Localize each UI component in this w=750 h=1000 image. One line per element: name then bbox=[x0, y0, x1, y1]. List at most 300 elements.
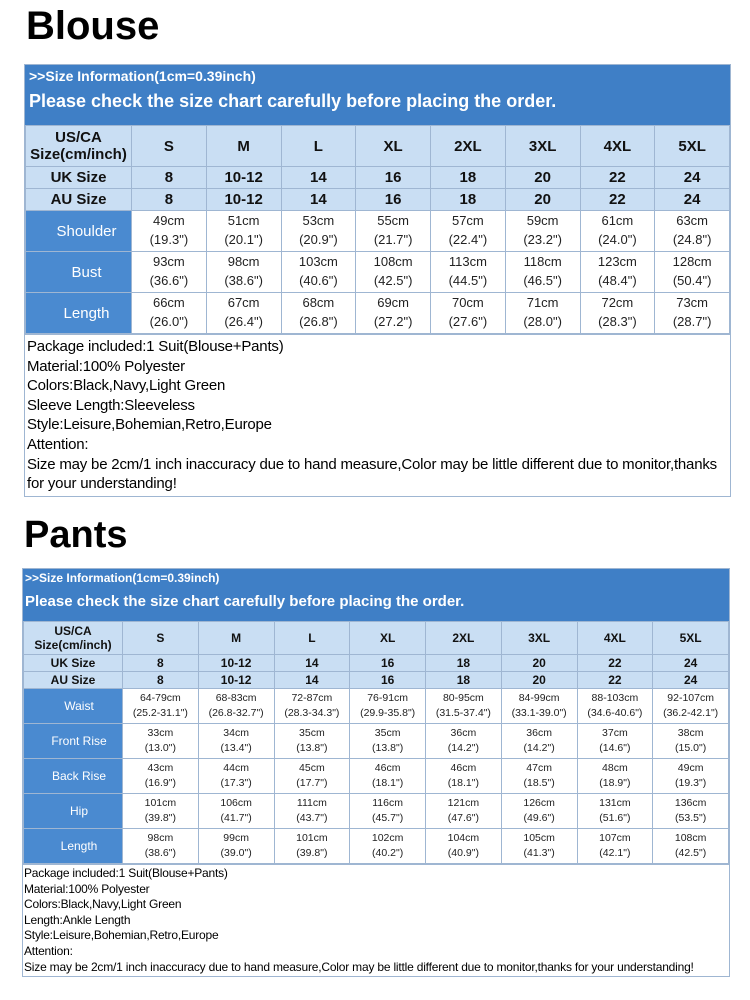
cm-value: 72-87cm bbox=[291, 691, 333, 704]
measurement-cell bbox=[505, 252, 580, 293]
cm-value: 49cm bbox=[152, 213, 185, 229]
uk-size-cell: 22 bbox=[577, 655, 653, 672]
size-header-cell: S bbox=[132, 126, 207, 167]
inch-value: (46.5") bbox=[523, 273, 562, 288]
measurement-row bbox=[26, 211, 730, 252]
note-line: Length:Ankle Length bbox=[24, 912, 131, 927]
cm-value: 131cm bbox=[599, 796, 631, 809]
measurement-cell bbox=[274, 689, 350, 724]
blouse-size-chart bbox=[24, 64, 731, 497]
au-size-cell: 14 bbox=[274, 672, 350, 689]
uk-size-cell: 14 bbox=[274, 655, 350, 672]
inch-value: (27.2") bbox=[373, 314, 413, 329]
blouse-table-body bbox=[26, 126, 730, 334]
inch-value: (38.6") bbox=[224, 273, 263, 288]
inch-value: (42.5") bbox=[675, 847, 707, 859]
pants-size-chart bbox=[22, 568, 730, 977]
au-size-cell: 10-12 bbox=[198, 672, 274, 689]
cm-value: 98cm bbox=[227, 254, 260, 270]
size-header-cell: S bbox=[123, 622, 199, 655]
uk-size-cell: 8 bbox=[123, 655, 199, 672]
au-size-row bbox=[24, 672, 729, 689]
inch-value: (29.9-35.8") bbox=[360, 707, 416, 719]
measurement-cell bbox=[356, 293, 431, 334]
cm-value: 126cm bbox=[523, 796, 555, 809]
note-line: Colors:Black,Navy,Light Green bbox=[27, 377, 226, 395]
inch-value: (15.0") bbox=[675, 742, 707, 754]
inch-value: (38.6") bbox=[144, 847, 176, 859]
measurement-cell bbox=[577, 724, 653, 759]
uk-size-cell: 8 bbox=[132, 167, 207, 189]
note-line: Attention: bbox=[27, 435, 89, 453]
cm-value: 45cm bbox=[299, 761, 325, 774]
cm-value: 36cm bbox=[450, 726, 477, 739]
note-line: Style:Leisure,Bohemian,Retro,Europe bbox=[27, 416, 272, 434]
cm-value: 70cm bbox=[451, 295, 484, 311]
cm-value: 107cm bbox=[599, 831, 631, 844]
measurement-label bbox=[24, 829, 123, 864]
measurement-cell bbox=[206, 252, 281, 293]
cm-value: 121cm bbox=[447, 796, 480, 809]
inch-value: (40.9") bbox=[447, 847, 479, 859]
inch-value: (26.0") bbox=[149, 314, 189, 329]
cm-value: 101cm bbox=[144, 796, 177, 809]
pants-table-body bbox=[24, 622, 729, 864]
size-header-cell: M bbox=[206, 126, 281, 167]
measurement-label-text: Length bbox=[60, 839, 98, 853]
size-header-cell: L bbox=[281, 126, 356, 167]
inch-value: (41.3") bbox=[523, 847, 555, 859]
cm-value: 43cm bbox=[147, 761, 174, 774]
uk-size-cell: 14 bbox=[281, 167, 356, 189]
cm-value: 72cm bbox=[601, 295, 634, 311]
cm-value: 108cm bbox=[674, 831, 707, 844]
cm-value: 118cm bbox=[523, 254, 562, 270]
cm-value: 46cm bbox=[374, 761, 401, 774]
size-header-cell: 5XL bbox=[653, 622, 729, 655]
measurement-cell bbox=[577, 759, 653, 794]
uk-size-cell: 10-12 bbox=[198, 655, 274, 672]
inch-value: (28.3-34.3") bbox=[284, 707, 340, 719]
inch-value: (26.8") bbox=[299, 314, 338, 329]
inch-value: (14.2") bbox=[447, 742, 479, 754]
uk-size-cell: 24 bbox=[655, 167, 730, 189]
au-size-cell: 18 bbox=[426, 672, 502, 689]
cm-value: 48cm bbox=[602, 761, 628, 774]
measurement-label-text: Back Rise bbox=[51, 769, 107, 783]
inch-value: (36.2-42.1") bbox=[663, 707, 719, 719]
measurement-cell bbox=[123, 724, 199, 759]
pants-notes bbox=[23, 864, 729, 976]
uk-size-row bbox=[26, 167, 730, 189]
measurement-row bbox=[24, 759, 729, 794]
cm-value: 73cm bbox=[676, 295, 709, 311]
measurement-cell bbox=[501, 794, 577, 829]
inch-value: (14.6") bbox=[599, 742, 631, 754]
measurement-cell bbox=[426, 794, 502, 829]
au-size-cell: 16 bbox=[356, 189, 431, 211]
note-line: Package included:1 Suit(Blouse+Pants) bbox=[27, 338, 284, 355]
au-size-cell: 20 bbox=[505, 189, 580, 211]
cm-value: 68cm bbox=[302, 295, 335, 311]
measurement-label-text: Length bbox=[63, 304, 110, 322]
au-size-label: AU Size bbox=[26, 189, 132, 211]
inch-value: (45.7") bbox=[372, 812, 404, 824]
measurement-cell bbox=[132, 211, 207, 252]
inch-value: (26.4") bbox=[224, 314, 263, 329]
measurement-cell bbox=[655, 293, 730, 334]
measurement-cell bbox=[132, 252, 207, 293]
measurement-label bbox=[26, 211, 132, 252]
cm-value: 47cm bbox=[526, 761, 552, 774]
size-info-heading: >>Size Information(1cm=0.39inch) bbox=[23, 569, 729, 587]
cm-value: 53cm bbox=[302, 213, 335, 229]
measurement-cell bbox=[206, 293, 281, 334]
inch-value: (17.7") bbox=[296, 777, 328, 789]
measurement-cell bbox=[577, 829, 653, 864]
measurement-cell bbox=[198, 724, 274, 759]
note-line: Size may be 2cm/1 inch inaccuracy due to hand measure,Color may be little different due to monitor,thanks for your understanding! bbox=[27, 455, 717, 493]
au-size-cell: 22 bbox=[577, 672, 653, 689]
au-size-cell: 10-12 bbox=[206, 189, 281, 211]
cm-value: 106cm bbox=[220, 796, 252, 809]
cm-value: 44cm bbox=[223, 761, 249, 774]
inch-value: (28.0") bbox=[523, 314, 562, 329]
cm-value: 69cm bbox=[377, 295, 410, 311]
measurement-cell bbox=[274, 724, 350, 759]
au-size-label: AU Size bbox=[24, 672, 123, 689]
note-line: Material:100% Polyester bbox=[27, 357, 185, 375]
inch-value: (26.8-32.7") bbox=[208, 707, 264, 719]
measurement-cell bbox=[206, 211, 281, 252]
uk-size-cell: 16 bbox=[350, 655, 426, 672]
measurement-cell bbox=[350, 724, 426, 759]
note-line: Colors:Black,Navy,Light Green bbox=[24, 897, 182, 912]
measurement-cell bbox=[350, 759, 426, 794]
measurement-label-text: Bust bbox=[71, 263, 102, 281]
inch-value: (44.5") bbox=[448, 273, 488, 288]
measurement-cell bbox=[653, 759, 729, 794]
measurement-cell bbox=[580, 293, 655, 334]
cm-value: 46cm bbox=[450, 761, 477, 774]
cm-value: 84-99cm bbox=[518, 691, 560, 704]
inch-value: (24.0") bbox=[598, 232, 637, 247]
measurement-cell bbox=[274, 759, 350, 794]
cm-value: 49cm bbox=[677, 761, 704, 774]
measurement-cell bbox=[655, 252, 730, 293]
au-size-cell: 22 bbox=[580, 189, 655, 211]
inch-value: (28.7") bbox=[672, 314, 712, 329]
uk-size-label: UK Size bbox=[26, 167, 132, 189]
header-row bbox=[24, 622, 729, 655]
inch-value: (41.7") bbox=[220, 812, 252, 824]
inch-value: (28.3") bbox=[598, 314, 637, 329]
measurement-cell bbox=[505, 293, 580, 334]
header-row bbox=[26, 126, 730, 167]
note-line: Style:Leisure,Bohemian,Retro,Europe bbox=[24, 928, 219, 943]
measurement-cell bbox=[653, 829, 729, 864]
measurement-cell bbox=[198, 829, 274, 864]
measurement-cell bbox=[123, 689, 199, 724]
measurement-cell bbox=[431, 252, 506, 293]
cm-value: 80-95cm bbox=[442, 691, 484, 704]
cm-value: 33cm bbox=[147, 726, 174, 739]
uk-size-label: UK Size bbox=[24, 655, 123, 672]
measurement-cell bbox=[426, 724, 502, 759]
inch-value: (23.2") bbox=[523, 232, 562, 247]
cm-value: 57cm bbox=[451, 213, 484, 229]
measurement-cell bbox=[274, 829, 350, 864]
uk-size-cell: 18 bbox=[431, 167, 506, 189]
cm-value: 59cm bbox=[526, 213, 559, 229]
measurement-cell bbox=[426, 759, 502, 794]
measurement-row bbox=[24, 724, 729, 759]
cm-value: 128cm bbox=[672, 254, 712, 270]
cm-value: 116cm bbox=[372, 796, 403, 809]
inch-value: (27.6") bbox=[448, 314, 488, 329]
au-size-cell: 14 bbox=[281, 189, 356, 211]
measurement-cell bbox=[580, 252, 655, 293]
uk-size-cell: 22 bbox=[580, 167, 655, 189]
inch-value: (20.1") bbox=[224, 232, 263, 247]
size-header-cell: 3XL bbox=[501, 622, 577, 655]
inch-value: (34.6-40.6") bbox=[587, 707, 643, 719]
measurement-label bbox=[24, 759, 123, 794]
measurement-cell bbox=[350, 829, 426, 864]
measurement-cell bbox=[501, 724, 577, 759]
size-info-heading: >>Size Information(1cm=0.39inch) bbox=[25, 65, 730, 87]
inch-value: (17.3") bbox=[220, 777, 252, 789]
size-header-cell: XL bbox=[356, 126, 431, 167]
inch-value: (18.5") bbox=[523, 777, 555, 789]
uk-size-cell: 10-12 bbox=[206, 167, 281, 189]
inch-value: (19.3") bbox=[675, 777, 707, 789]
cm-value: 93cm bbox=[152, 254, 185, 270]
cm-value: 63cm bbox=[676, 213, 709, 229]
inch-value: (19.3") bbox=[149, 232, 189, 247]
measurement-cell bbox=[123, 759, 199, 794]
size-header-cell: M bbox=[198, 622, 274, 655]
cm-value: 111cm bbox=[296, 796, 327, 809]
measurement-cell bbox=[198, 759, 274, 794]
au-size-cell: 24 bbox=[655, 189, 730, 211]
au-size-cell: 20 bbox=[501, 672, 577, 689]
inch-value: (33.1-39.0") bbox=[511, 707, 567, 719]
size-label-header: US/CA Size(cm/inch) bbox=[24, 622, 123, 655]
au-size-cell: 8 bbox=[132, 189, 207, 211]
au-size-row bbox=[26, 189, 730, 211]
inch-value: (48.4") bbox=[598, 273, 637, 288]
pants-title: Pants bbox=[24, 514, 128, 556]
cm-value: 35cm bbox=[374, 726, 401, 739]
au-size-cell: 24 bbox=[653, 672, 729, 689]
cm-value: 35cm bbox=[299, 726, 325, 739]
uk-size-cell: 20 bbox=[505, 167, 580, 189]
cm-value: 67cm bbox=[227, 295, 260, 311]
cm-value: 38cm bbox=[677, 726, 704, 739]
cm-value: 68-83cm bbox=[215, 691, 257, 704]
measurement-cell bbox=[653, 794, 729, 829]
note-line: Package included:1 Suit(Blouse+Pants) bbox=[24, 866, 228, 880]
measurement-cell bbox=[123, 794, 199, 829]
uk-size-cell: 24 bbox=[653, 655, 729, 672]
size-label-header: US/CA Size(cm/inch) bbox=[26, 126, 132, 167]
uk-size-cell: 20 bbox=[501, 655, 577, 672]
measurement-cell bbox=[577, 689, 653, 724]
cm-value: 34cm bbox=[223, 726, 249, 739]
measurement-cell bbox=[653, 724, 729, 759]
measurement-cell bbox=[350, 689, 426, 724]
cm-value: 123cm bbox=[597, 254, 637, 270]
inch-value: (25.2-31.1") bbox=[132, 707, 188, 719]
au-size-cell: 16 bbox=[350, 672, 426, 689]
inch-value: (49.6") bbox=[523, 812, 555, 824]
cm-value: 51cm bbox=[227, 213, 260, 229]
inch-value: (40.2") bbox=[372, 847, 404, 859]
inch-value: (18.9") bbox=[599, 777, 631, 789]
measurement-cell bbox=[501, 759, 577, 794]
blouse-title: Blouse bbox=[26, 4, 160, 48]
uk-size-row bbox=[24, 655, 729, 672]
measurement-cell bbox=[577, 794, 653, 829]
blouse-notes bbox=[25, 334, 730, 496]
measurement-row bbox=[24, 829, 729, 864]
inch-value: (13.8") bbox=[372, 742, 404, 754]
measurement-label bbox=[26, 252, 132, 293]
measurement-cell bbox=[431, 211, 506, 252]
inch-value: (42.5") bbox=[373, 273, 413, 288]
measurement-row bbox=[24, 689, 729, 724]
inch-value: (13.0") bbox=[144, 742, 176, 754]
size-header-cell: L bbox=[274, 622, 350, 655]
cm-value: 101cm bbox=[296, 831, 328, 844]
size-header-cell: 2XL bbox=[426, 622, 502, 655]
cm-value: 66cm bbox=[152, 295, 185, 311]
measurement-cell bbox=[132, 293, 207, 334]
inch-value: (53.5") bbox=[675, 812, 707, 824]
cm-value: 103cm bbox=[298, 254, 338, 270]
inch-value: (39.8") bbox=[296, 847, 328, 859]
measurement-cell bbox=[356, 211, 431, 252]
inch-value: (47.6") bbox=[447, 812, 479, 824]
inch-value: (13.8") bbox=[296, 742, 328, 754]
measurement-cell bbox=[501, 689, 577, 724]
inch-value: (40.6") bbox=[299, 273, 338, 288]
size-header-cell: 4XL bbox=[577, 622, 653, 655]
cm-value: 92-107cm bbox=[667, 691, 714, 704]
inch-value: (20.9") bbox=[299, 232, 338, 247]
measurement-cell bbox=[198, 689, 274, 724]
measurement-label bbox=[26, 293, 132, 334]
measurement-label-text: Hip bbox=[69, 804, 88, 818]
note-line: Attention: bbox=[24, 943, 73, 958]
inch-value: (22.4") bbox=[448, 232, 488, 247]
measurement-cell bbox=[274, 794, 350, 829]
measurement-label bbox=[24, 724, 123, 759]
measurement-label-text: Front Rise bbox=[51, 734, 107, 748]
inch-value: (42.1") bbox=[599, 847, 631, 859]
size-header-cell: XL bbox=[350, 622, 426, 655]
measurement-cell bbox=[431, 293, 506, 334]
inch-value: (43.7") bbox=[296, 812, 328, 824]
blouse-size-table bbox=[25, 125, 730, 334]
inch-value: (51.6") bbox=[599, 812, 631, 824]
au-size-cell: 8 bbox=[123, 672, 199, 689]
uk-size-cell: 16 bbox=[356, 167, 431, 189]
inch-value: (39.0") bbox=[220, 847, 252, 859]
measurement-cell bbox=[505, 211, 580, 252]
measurement-label bbox=[24, 794, 123, 829]
measurement-row bbox=[26, 293, 730, 334]
cm-value: 104cm bbox=[447, 831, 480, 844]
measurement-cell bbox=[653, 689, 729, 724]
cm-value: 71cm bbox=[526, 295, 559, 311]
measurement-label-text: Shoulder bbox=[56, 222, 117, 240]
cm-value: 61cm bbox=[601, 213, 634, 229]
cm-value: 105cm bbox=[523, 831, 555, 844]
inch-value: (50.4") bbox=[672, 273, 712, 288]
size-check-notice: Please check the size chart carefully before placing the order. bbox=[25, 87, 730, 125]
inch-value: (31.5-37.4") bbox=[435, 707, 491, 719]
note-line: Material:100% Polyester bbox=[24, 881, 150, 896]
cm-value: 136cm bbox=[674, 796, 707, 809]
pants-size-table bbox=[23, 621, 729, 864]
cm-value: 113cm bbox=[448, 254, 487, 270]
cm-value: 102cm bbox=[371, 831, 404, 844]
size-header-cell: 2XL bbox=[431, 126, 506, 167]
inch-value: (36.6") bbox=[149, 273, 189, 288]
measurement-row bbox=[24, 794, 729, 829]
inch-value: (18.1") bbox=[372, 777, 404, 789]
cm-value: 36cm bbox=[526, 726, 552, 739]
size-check-notice: Please check the size chart carefully before placing the order. bbox=[23, 587, 729, 621]
uk-size-cell: 18 bbox=[426, 655, 502, 672]
measurement-cell bbox=[501, 829, 577, 864]
inch-value: (13.4") bbox=[220, 742, 252, 754]
measurement-cell bbox=[350, 794, 426, 829]
measurement-cell bbox=[426, 829, 502, 864]
inch-value: (16.9") bbox=[144, 777, 176, 789]
size-header-cell: 5XL bbox=[655, 126, 730, 167]
cm-value: 76-91cm bbox=[367, 691, 409, 704]
measurement-cell bbox=[281, 293, 356, 334]
cm-value: 98cm bbox=[147, 831, 174, 844]
measurement-label-text: Waist bbox=[64, 699, 94, 713]
measurement-cell bbox=[123, 829, 199, 864]
measurement-cell bbox=[356, 252, 431, 293]
cm-value: 88-103cm bbox=[591, 691, 639, 704]
au-size-cell: 18 bbox=[431, 189, 506, 211]
measurement-cell bbox=[655, 211, 730, 252]
cm-value: 37cm bbox=[602, 726, 628, 739]
measurement-cell bbox=[198, 794, 274, 829]
cm-value: 55cm bbox=[377, 213, 410, 229]
inch-value: (14.2") bbox=[523, 742, 555, 754]
measurement-cell bbox=[580, 211, 655, 252]
measurement-row bbox=[26, 252, 730, 293]
cm-value: 108cm bbox=[373, 254, 413, 270]
size-header-cell: 4XL bbox=[580, 126, 655, 167]
measurement-cell bbox=[281, 211, 356, 252]
note-line: Size may be 2cm/1 inch inaccuracy due to hand measure,Color may be little different due to monitor,thanks for your understanding! bbox=[24, 959, 694, 974]
size-header-cell: 3XL bbox=[505, 126, 580, 167]
inch-value: (18.1") bbox=[447, 777, 479, 789]
measurement-cell bbox=[426, 689, 502, 724]
measurement-cell bbox=[281, 252, 356, 293]
measurement-label bbox=[24, 689, 123, 724]
note-line: Sleeve Length:Sleeveless bbox=[27, 396, 195, 414]
cm-value: 64-79cm bbox=[139, 691, 181, 704]
